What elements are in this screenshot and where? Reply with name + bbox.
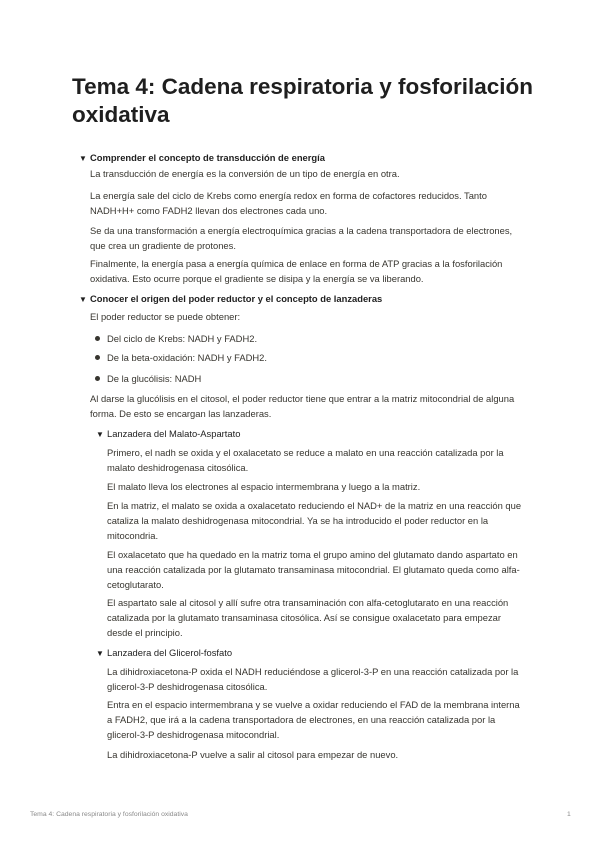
paragraph: Finalmente, la energía pasa a energía química de enlace en forma de ATP gracias a la fosforilación oxidativa. Esto ocurre porque el gradiente se disipa y la energía se va liberando. bbox=[90, 258, 503, 284]
paragraph: La dihidroxiacetona-P vuelve a salir al citosol para empezar de nuevo. bbox=[107, 749, 399, 760]
paragraph: El oxalacetato que ha quedado en la matriz toma el grupo amino del glutamato dando aspartato en una reacción catalizada por la glutamato transaminasa mitocondrial. El glutamato queda como alfa-cetoglutarato. bbox=[107, 549, 520, 590]
toggle-glicerol-fosfato[interactable] bbox=[96, 647, 232, 660]
bullet-icon bbox=[95, 376, 100, 381]
paragraph: El malato lleva los electrones al espacio intermembrana y luego a la matriz. bbox=[107, 481, 421, 492]
paragraph: En la matriz, el malato se oxida a oxalacetato reduciendo el NAD+ de la matriz en una reacción que cataliza la malato deshidrogenasa mitocondrial. Ya se ha introducido el poder reductor en la mitocondria. bbox=[107, 500, 522, 541]
paragraph: La dihidroxiacetona-P oxida el NADH reduciéndose a glicerol-3-P en una reacción catalizada por la glicerol-3-P deshidrogenasa citosólica. bbox=[107, 666, 519, 692]
list-item: De la glucólisis: NADH bbox=[95, 373, 201, 385]
paragraph: Entra en el espacio intermembrana y se vuelve a oxidar reduciendo el FAD de la membrana interna a FADH2, que irá a la cadena transportadora de electrones, en una reacción catalizada por la glicerol-3-P deshidrogenasa mitocondrial. bbox=[107, 699, 520, 740]
page-number: 1 bbox=[567, 811, 571, 818]
triangle-down-icon: ▼ bbox=[79, 295, 87, 304]
toggle-poder-reductor[interactable] bbox=[79, 293, 382, 306]
list-item: De la beta-oxidación: NADH y FADH2. bbox=[95, 352, 267, 364]
page-title: Tema 4: Cadena respiratoria y fosforilación oxidativa bbox=[72, 74, 533, 127]
section-heading: Comprender el concepto de transducción de energía bbox=[90, 152, 325, 163]
paragraph: La energía sale del ciclo de Krebs como energía redox en forma de cofactores reducidos. Tanto NADH+H+ como FADH2 llevan dos electrones cada uno. bbox=[90, 190, 487, 216]
paragraph: Al darse la glucólisis en el citosol, el poder reductor tiene que entrar a la matriz mitocondrial de alguna forma. De esto se encargan las lanzaderas. bbox=[90, 393, 515, 419]
subsection-heading: Lanzadera del Glicerol-fosfato bbox=[107, 647, 233, 658]
triangle-down-icon: ▼ bbox=[79, 154, 87, 163]
paragraph: El aspartato sale al citosol y allí sufre otra transaminación con alfa-cetoglutarato en una reacción catalizada por la glutamato transaminasa citosólica. Así se consigue oxalacetato para empezar desde el principio. bbox=[107, 597, 509, 638]
bullet-icon bbox=[95, 355, 100, 360]
paragraph: Se da una transformación a energía electroquímica gracias a la cadena transportadora de electrones, que crea un gradiente de protones. bbox=[90, 225, 513, 251]
paragraph: La transducción de energía es la conversión de un tipo de energía en otra. bbox=[90, 168, 400, 179]
triangle-down-icon: ▼ bbox=[96, 649, 104, 658]
paragraph: El poder reductor se puede obtener: bbox=[90, 311, 241, 322]
toggle-transduccion[interactable] bbox=[79, 152, 325, 165]
bullet-icon bbox=[95, 336, 100, 341]
paragraph: Primero, el nadh se oxida y el oxalacetato se reduce a malato en una reacción catalizada por la malato deshidrogenasa citosólica. bbox=[107, 447, 504, 473]
footer-title: Tema 4: Cadena respiratoria y fosforilación oxidativa bbox=[30, 811, 188, 818]
section-heading: Conocer el origen del poder reductor y el concepto de lanzaderas bbox=[90, 293, 383, 304]
toggle-malato-aspartato[interactable] bbox=[96, 428, 240, 441]
subsection-heading: Lanzadera del Malato-Aspartato bbox=[107, 428, 241, 439]
triangle-down-icon: ▼ bbox=[96, 430, 104, 439]
list-item: Del ciclo de Krebs: NADH y FADH2. bbox=[95, 333, 257, 345]
